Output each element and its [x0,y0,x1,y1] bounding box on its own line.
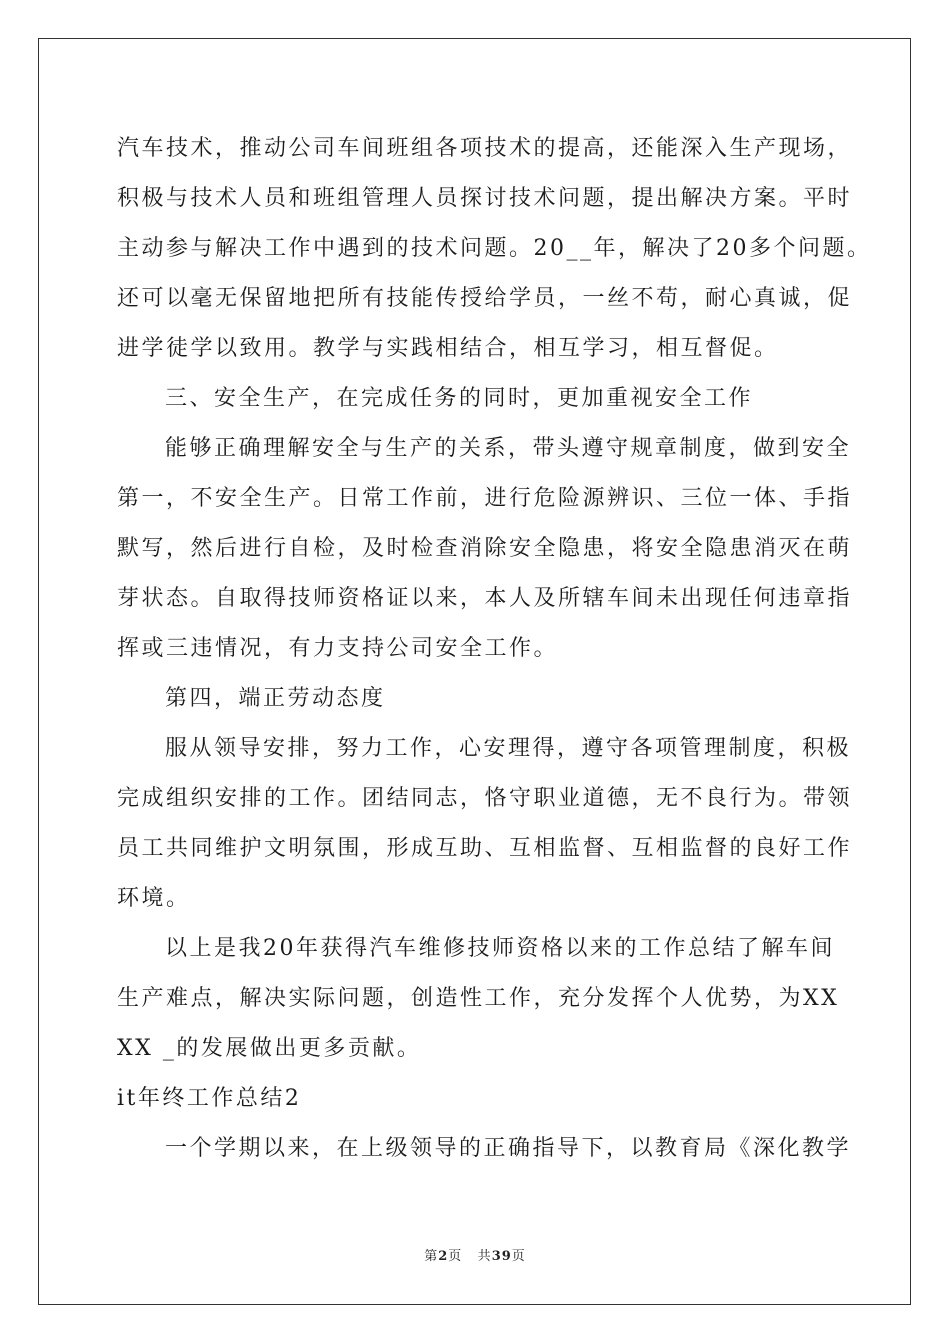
body-line: 以上是我20年获得汽车维修技师资格以来的工作总结了解车间 [165,936,835,961]
footer-page-unit: 页 [448,1249,463,1264]
page-footer [0,1245,950,1264]
body-line: 第一，不安全生产。日常工作前，进行危险源辨识、三位一体、手指 [117,486,853,511]
body-line: 环境。 [117,886,191,911]
footer-total-unit: 页 [511,1249,526,1264]
body-line: 默写，然后进行自检，及时检查消除安全隐患，将安全隐患消灭在萌 [117,536,853,561]
footer-total-pages: 39 [491,1249,512,1264]
body-line: XX _的发展做出更多贡献。 [117,1036,422,1061]
body-line: 一个学期以来，在上级领导的正确指导下，以教育局《深化教学 [165,1136,852,1161]
document-title: it年终工作总结2 [117,1086,302,1111]
body-line: 主动参与解决工作中遇到的技术问题。20__年，解决了20多个问题。 [117,236,872,261]
footer-page-number: 2 [438,1249,449,1264]
body-line: 完成组织安排的工作。团结同志，恪守职业道德，无不良行为。带领 [117,786,853,811]
body-line: 积极与技术人员和班组管理人员探讨技术问题，提出解决方案。平时 [117,186,853,211]
body-line: 员工共同维护文明氛围，形成互助、互相监督、互相监督的良好工作 [117,836,853,861]
section-heading: 三、安全生产，在完成任务的同时，更加重视安全工作 [165,386,754,411]
section-heading: 第四，端正劳动态度 [165,686,386,711]
body-line: 挥或三违情况，有力支持公司安全工作。 [117,636,559,661]
page-border [38,38,911,1305]
body-line: 能够正确理解安全与生产的关系，带头遵守规章制度，做到安全 [165,436,852,461]
footer-total-prefix: 共 [477,1249,492,1264]
body-line: 生产难点，解决实际问题，创造性工作，充分发挥个人优势，为XX [117,986,840,1011]
body-line: 汽车技术，推动公司车间班组各项技术的提高，还能深入生产现场， [117,136,853,161]
footer-page-prefix: 第 [424,1249,439,1264]
body-line: 服从领导安排，努力工作，心安理得，遵守各项管理制度，积极 [165,736,852,761]
body-line: 还可以毫无保留地把所有技能传授给学员，一丝不苟，耐心真诚，促 [117,286,853,311]
body-line: 进学徒学以致用。教学与实践相结合，相互学习，相互督促。 [117,336,779,361]
body-line: 芽状态。自取得技师资格证以来，本人及所辖车间未出现任何违章指 [117,586,853,611]
